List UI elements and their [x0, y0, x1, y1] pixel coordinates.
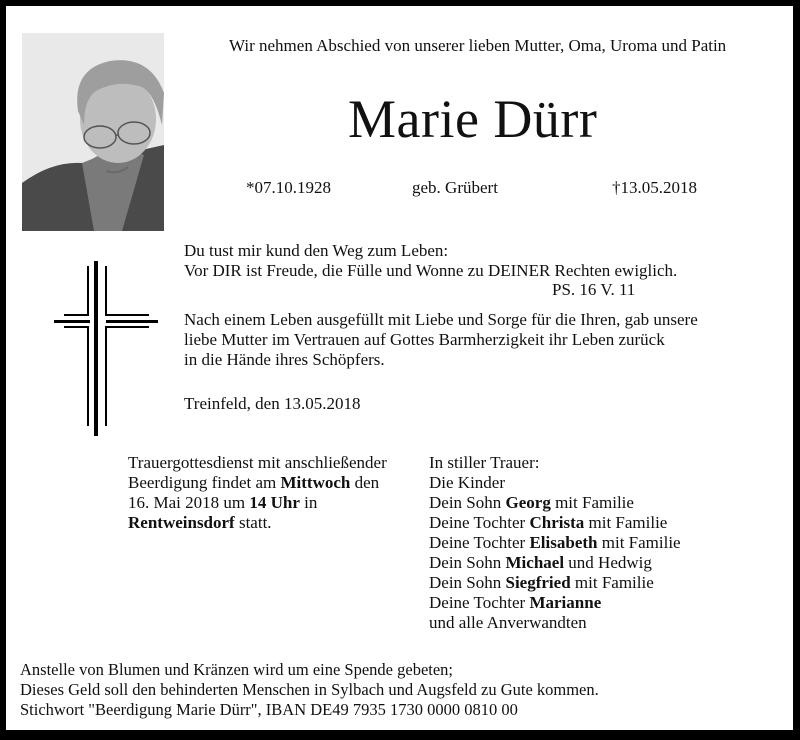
funeral-line: Beerdigung findet am Mittwoch den — [128, 473, 380, 492]
death-date: †13.05.2018 — [612, 178, 697, 197]
mourner-entry: Dein Sohn Michael und Hedwig — [429, 553, 652, 572]
mourner-entry: Deine Tochter Christa mit Familie — [429, 513, 668, 532]
verse-reference: PS. 16 V. 11 — [552, 280, 636, 299]
place-and-date: Treinfeld, den 13.05.2018 — [184, 394, 361, 413]
verse-line: Du tust mir kund den Weg zum Leben: — [184, 241, 449, 260]
verse-line: Vor DIR ist Freude, die Fülle und Wonne zu DEINER Rechten ewiglich. — [184, 261, 678, 280]
portrait-photo — [22, 33, 164, 231]
birth-date: *07.10.1928 — [246, 178, 331, 197]
cross-icon — [54, 256, 178, 444]
bible-verse — [184, 241, 677, 281]
paragraph-line: Nach einem Leben ausgefüllt mit Liebe und Sorge für die Ihren, gab unsere — [184, 310, 698, 329]
donation-line: Stichwort "Beerdigung Marie Dürr", IBAN DE49 7935 1730 0000 0810 00 — [20, 700, 518, 719]
mourners-heading: In stiller Trauer: — [429, 453, 540, 472]
funeral-line: Trauergottesdienst mit anschließender — [128, 453, 387, 472]
portrait-image — [22, 33, 164, 231]
paragraph-line: in die Hände ihres Schöpfers. — [184, 350, 385, 369]
mourners-closing: und alle Anverwandten — [429, 613, 587, 632]
funeral-day: Mittwoch — [280, 473, 351, 492]
donation-line: Dieses Geld soll den behinderten Menschen in Sylbach und Augsfeld zu Gute kommen. — [20, 680, 599, 699]
funeral-info — [128, 453, 387, 533]
funeral-line: 16. Mai 2018 um 14 Uhr in — [128, 493, 318, 512]
maiden-name: geb. Grübert — [412, 178, 498, 197]
funeral-time: 14 Uhr — [249, 493, 300, 512]
deceased-name: Marie Dürr — [348, 89, 598, 149]
funeral-location: Rentweinsdorf — [128, 513, 235, 532]
mourner-entry: Deine Tochter Elisabeth mit Familie — [429, 533, 681, 552]
donation-note — [20, 660, 599, 720]
mourner-entry: Dein Sohn Siegfried mit Familie — [429, 573, 654, 592]
intro-text: Wir nehmen Abschied von unserer lieben Mutter, Oma, Uroma und Patin — [229, 36, 727, 55]
mourner-entry: Deine Tochter Marianne — [429, 593, 602, 612]
donation-line: Anstelle von Blumen und Kränzen wird um eine Spende gebeten; — [20, 660, 454, 679]
mourner-entry: Dein Sohn Georg mit Familie — [429, 493, 634, 512]
funeral-line: Rentweinsdorf statt. — [128, 513, 272, 532]
obituary-notice — [6, 6, 793, 730]
mourners-subheading: Die Kinder — [429, 473, 506, 492]
paragraph-line: liebe Mutter im Vertrauen auf Gottes Barmherzigkeit ihr Leben zurück — [184, 330, 665, 349]
memorial-paragraph — [184, 310, 698, 370]
mourners-list — [429, 453, 681, 633]
